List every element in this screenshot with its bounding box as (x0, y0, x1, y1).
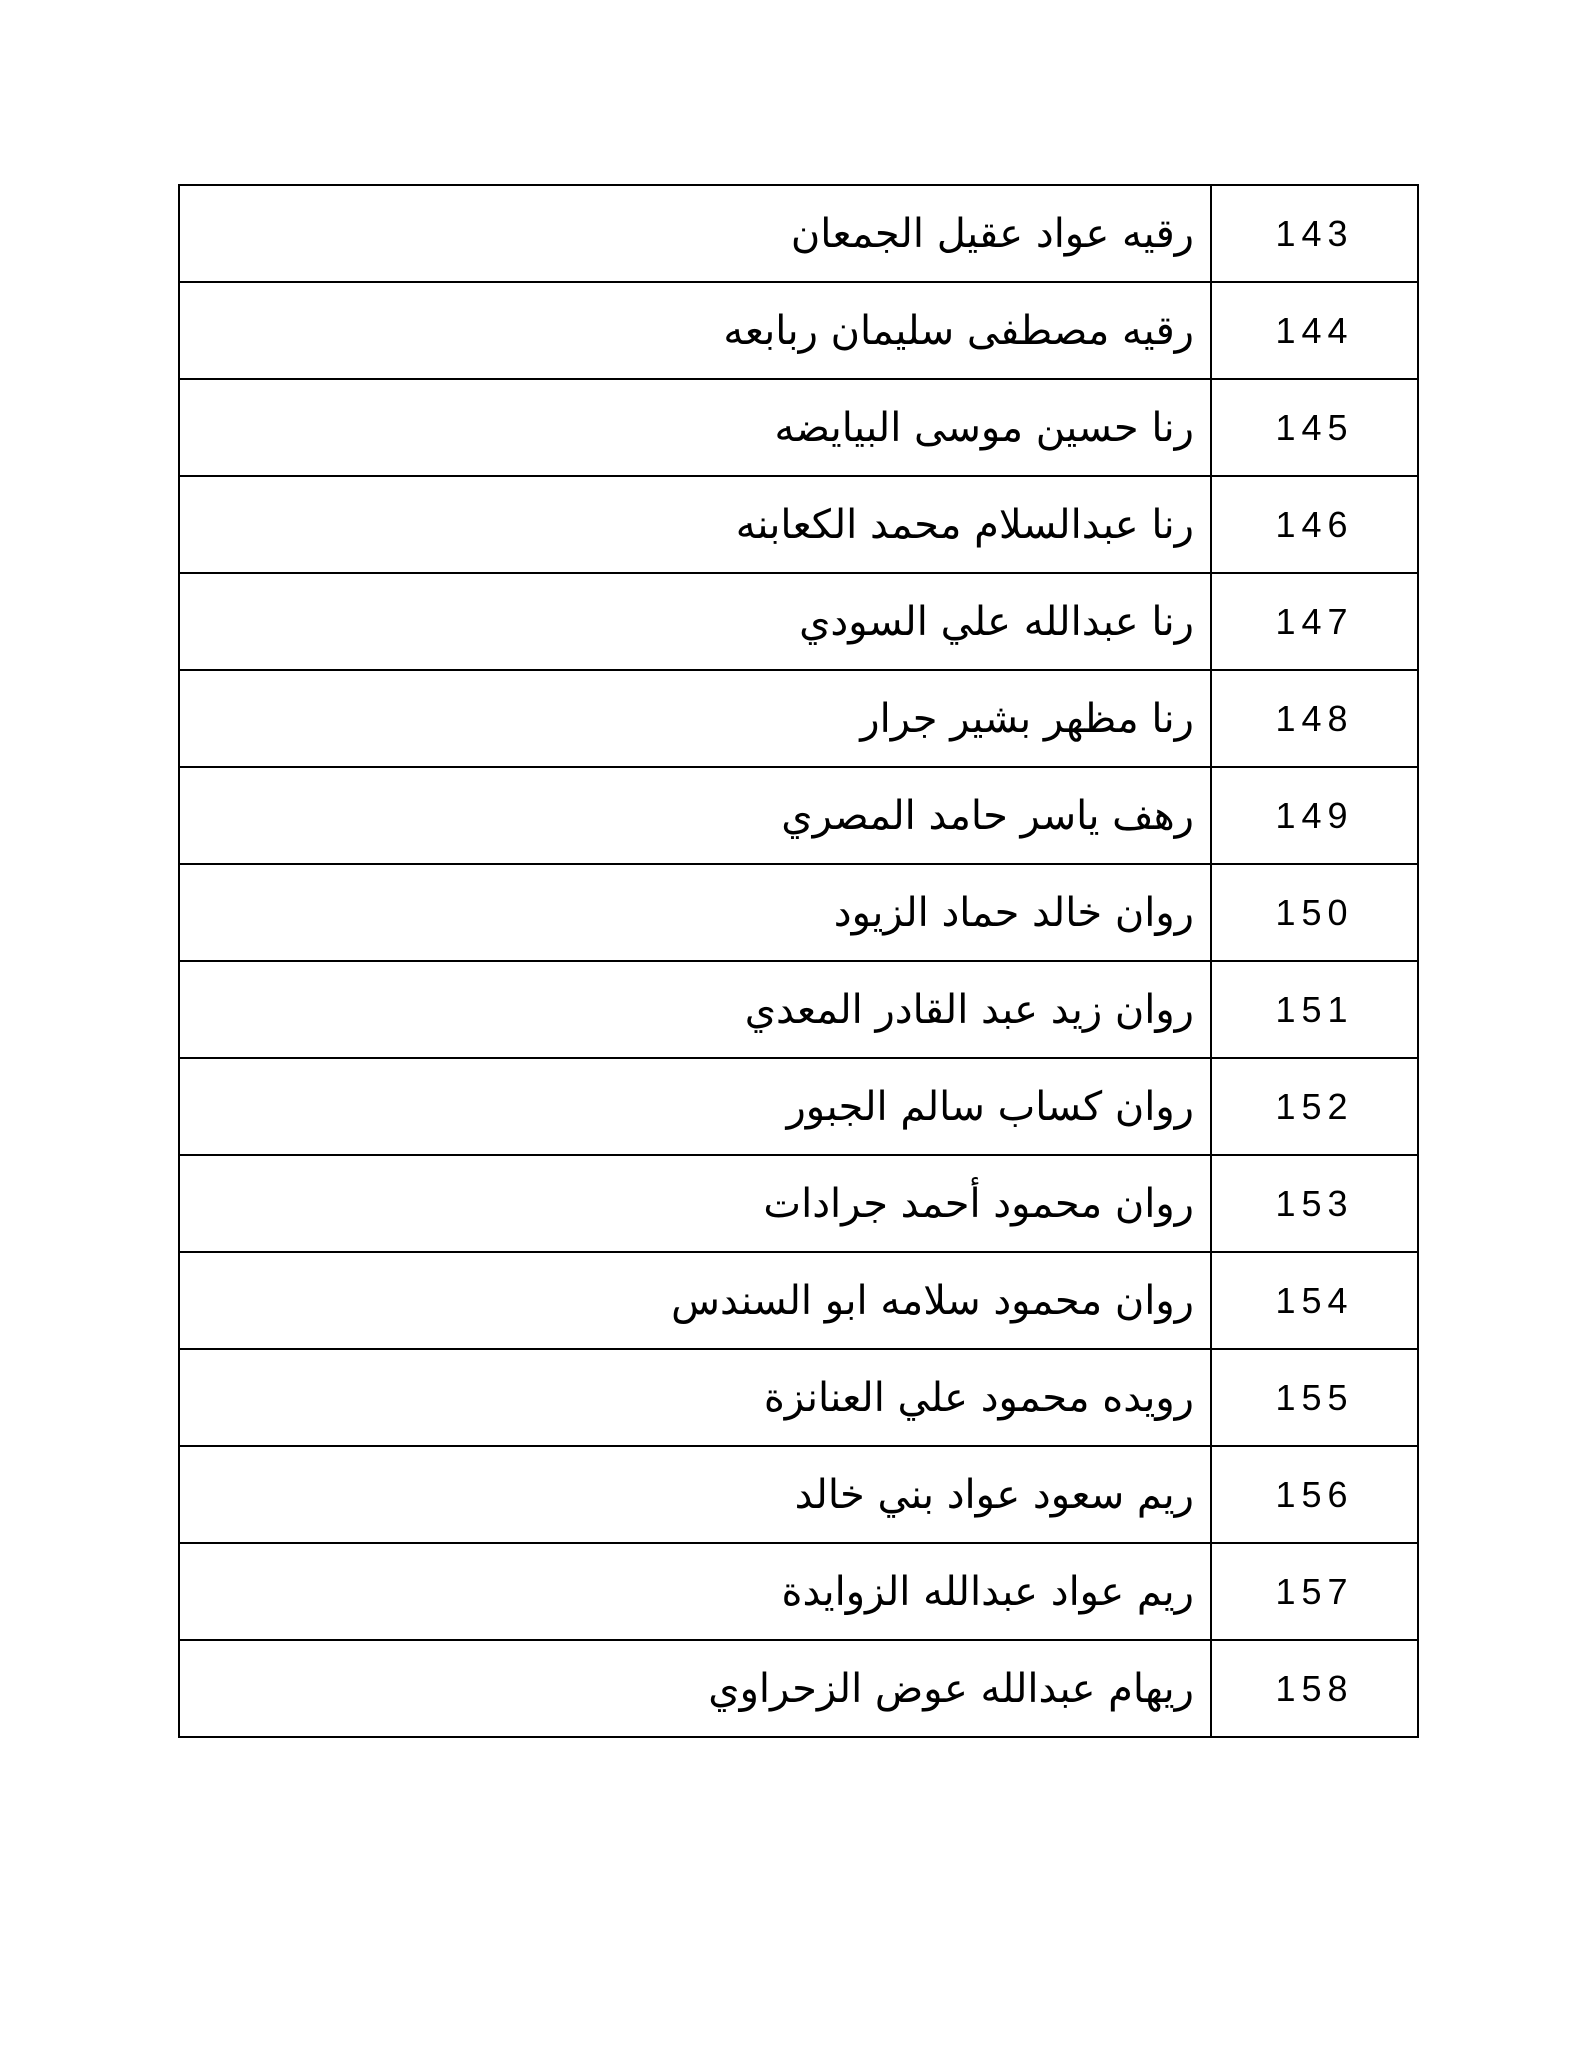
table-row (179, 573, 1418, 670)
table-row (179, 476, 1418, 573)
row-name: رنا عبدالله علي السودي (179, 573, 1211, 670)
row-number: 145 (1211, 379, 1418, 476)
row-name: روان محمود أحمد جرادات (179, 1155, 1211, 1252)
row-number: 149 (1211, 767, 1418, 864)
row-number: 155 (1211, 1349, 1418, 1446)
row-name: روان كساب سالم الجبور (179, 1058, 1211, 1155)
row-name: رهف ياسر حامد المصري (179, 767, 1211, 864)
row-name: رنا حسين موسى البيايضه (179, 379, 1211, 476)
row-name: ريم عواد عبدالله الزوايدة (179, 1543, 1211, 1640)
row-number: 157 (1211, 1543, 1418, 1640)
table-row (179, 1349, 1418, 1446)
row-name: رويده محمود علي العنانزة (179, 1349, 1211, 1446)
row-number: 150 (1211, 864, 1418, 961)
row-name: روان زيد عبد القادر المعدي (179, 961, 1211, 1058)
row-name: رقيه مصطفى سليمان ربابعه (179, 282, 1211, 379)
names-table-body (179, 185, 1418, 1737)
table-row (179, 379, 1418, 476)
table-row (179, 1640, 1418, 1737)
table-row (179, 185, 1418, 282)
row-number: 151 (1211, 961, 1418, 1058)
row-name: رقيه عواد عقيل الجمعان (179, 185, 1211, 282)
row-name: روان خالد حماد الزيود (179, 864, 1211, 961)
row-number: 156 (1211, 1446, 1418, 1543)
row-number: 154 (1211, 1252, 1418, 1349)
row-number: 158 (1211, 1640, 1418, 1737)
table-row (179, 1446, 1418, 1543)
row-number: 152 (1211, 1058, 1418, 1155)
table-row (179, 961, 1418, 1058)
names-table (178, 184, 1419, 1738)
table-row (179, 1058, 1418, 1155)
table-row (179, 864, 1418, 961)
row-number: 153 (1211, 1155, 1418, 1252)
row-name: روان محمود سلامه ابو السندس (179, 1252, 1211, 1349)
row-number: 143 (1211, 185, 1418, 282)
table-row (179, 1543, 1418, 1640)
row-number: 148 (1211, 670, 1418, 767)
table-row (179, 1155, 1418, 1252)
row-name: ريم سعود عواد بني خالد (179, 1446, 1211, 1543)
row-number: 144 (1211, 282, 1418, 379)
table-row (179, 1252, 1418, 1349)
table-row (179, 767, 1418, 864)
row-name: رنا عبدالسلام محمد الكعابنه (179, 476, 1211, 573)
table-row (179, 670, 1418, 767)
row-name: ريهام عبدالله عوض الزحراوي (179, 1640, 1211, 1737)
row-name: رنا مظهر بشير جرار (179, 670, 1211, 767)
row-number: 146 (1211, 476, 1418, 573)
table-row (179, 282, 1418, 379)
row-number: 147 (1211, 573, 1418, 670)
